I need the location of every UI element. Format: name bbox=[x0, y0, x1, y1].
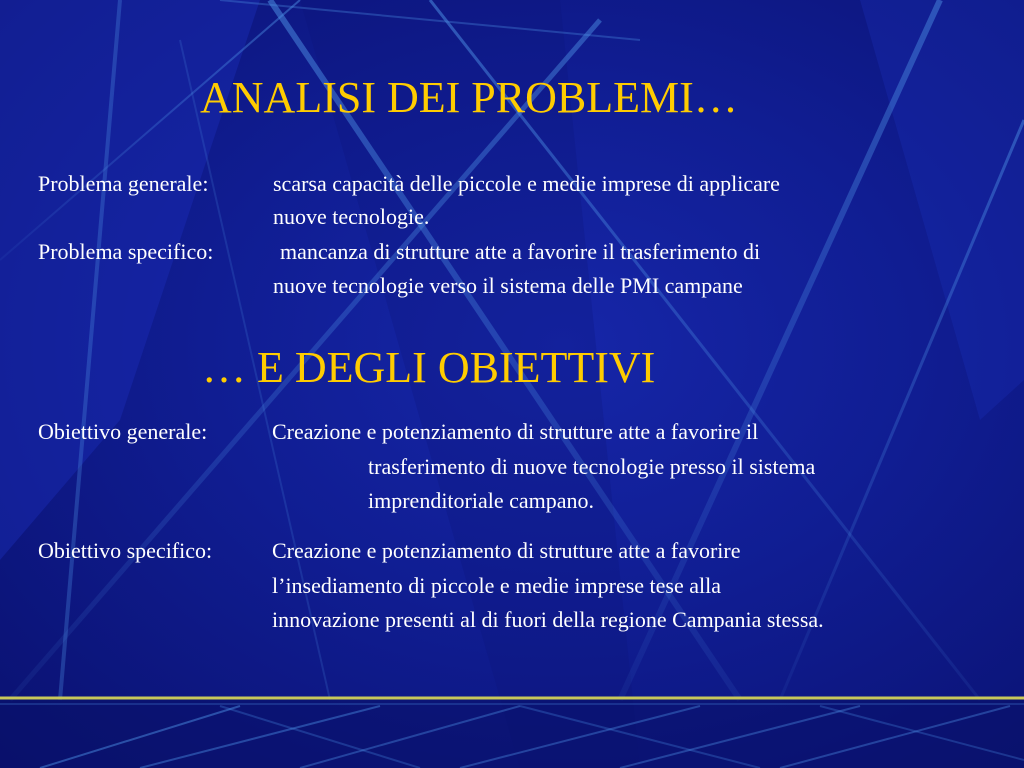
problem-general-label: Problema generale: bbox=[38, 171, 209, 196]
objective-general-line-3: imprenditoriale campano. bbox=[368, 488, 595, 513]
problem-specific-label: Problema specifico: bbox=[38, 239, 214, 264]
objective-specific-label: Obiettivo specifico: bbox=[38, 538, 213, 563]
slide-title: ANALISI DEI PROBLEMI… bbox=[200, 73, 738, 122]
objective-specific-line-3: innovazione presenti al di fuori della regione Campania stessa. bbox=[272, 607, 824, 632]
objective-specific-line-2: l’insediamento di piccole e medie imprese tese alla bbox=[272, 573, 721, 598]
objective-general-line-1: Creazione e potenziamento di strutture atte a favorire il bbox=[272, 419, 759, 444]
objective-general-line-2: trasferimento di nuove tecnologie presso il sistema bbox=[368, 454, 816, 479]
problem-general-line-1: scarsa capacità delle piccole e medie imprese di applicare bbox=[273, 171, 780, 196]
section-subtitle: … E DEGLI OBIETTIVI bbox=[202, 343, 656, 392]
problem-general-line-2: nuove tecnologie. bbox=[273, 204, 430, 229]
objective-specific-line-1: Creazione e potenziamento di strutture atte a favorire bbox=[272, 538, 741, 563]
objective-general-label: Obiettivo generale: bbox=[38, 419, 208, 444]
problem-specific-line-1: mancanza di strutture atte a favorire il trasferimento di bbox=[280, 239, 761, 264]
problem-specific-line-2: nuove tecnologie verso il sistema delle PMI campane bbox=[273, 273, 743, 298]
